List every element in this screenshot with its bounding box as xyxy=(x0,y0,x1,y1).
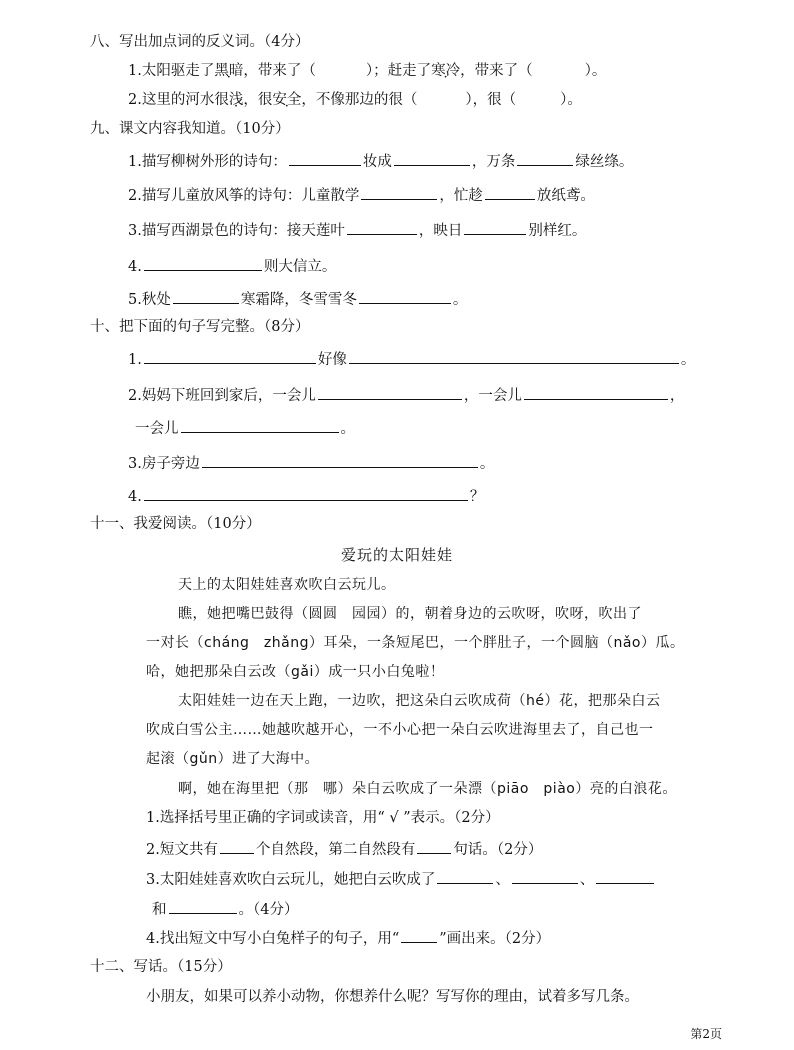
blank[interactable] xyxy=(318,384,462,400)
blank[interactable] xyxy=(596,868,654,884)
text: 2.描写儿童放风筝的诗句：儿童散学 xyxy=(128,188,360,204)
blank[interactable] xyxy=(169,898,237,914)
section-9-heading: 九、课文内容我知道。（10分） xyxy=(90,121,290,137)
section-11-heading: 十一、我爱阅读。（10分） xyxy=(90,516,261,532)
blank[interactable] xyxy=(144,485,468,501)
blank[interactable] xyxy=(359,288,451,304)
question-11-3 xyxy=(146,868,656,890)
section-10-heading: 十、把下面的句子写完整。（8分） xyxy=(90,319,310,335)
story-paragraph-3-line-1: 太阳娃娃一边在天上跑，一边吹，把这朵白云吹成荷（hé）花，把那朵白云 xyxy=(178,693,661,709)
blank[interactable] xyxy=(144,348,316,364)
dotted-word: 安全 xyxy=(272,92,302,108)
text: 个自然段，第二自然段有 xyxy=(255,842,416,858)
text: 。 xyxy=(340,421,355,437)
text: 3.太阳娃娃喜欢吹白云玩儿，她把白云吹成了 xyxy=(146,872,436,888)
question-9-2 xyxy=(128,184,595,206)
text: 。 xyxy=(452,292,468,308)
page-number: 第2页 xyxy=(690,1027,722,1041)
text: 好像 xyxy=(317,352,347,368)
question-9-5 xyxy=(128,288,467,310)
text: ）；赶走了 xyxy=(365,63,432,79)
blank[interactable] xyxy=(361,184,437,200)
dotted-word: 寒冷 xyxy=(431,63,461,79)
blank[interactable] xyxy=(485,184,535,200)
section-12-heading: 十二、写话。（15分） xyxy=(90,959,232,975)
text: ，忙趁 xyxy=(439,188,483,204)
text: 1.太阳驱走了 xyxy=(128,63,215,79)
question-10-3 xyxy=(128,452,494,474)
text: ）。 xyxy=(560,92,582,108)
text: 4. xyxy=(128,489,142,505)
question-11-2 xyxy=(146,838,542,860)
blank[interactable] xyxy=(394,150,470,166)
text: 2.这里的河水很 xyxy=(128,92,229,108)
text: ，带来了（ xyxy=(243,63,316,79)
blank[interactable] xyxy=(464,219,526,235)
question-10-2 xyxy=(128,384,684,406)
text: ）。 xyxy=(584,63,607,79)
text: 。 xyxy=(680,352,696,368)
text: ”画出来。（2分） xyxy=(439,931,551,947)
text: 1. xyxy=(128,352,142,368)
text: 4.找出短文中写小白兔样子的句子，用“ xyxy=(146,931,400,947)
dotted-word: 黑暗 xyxy=(214,63,244,79)
question-10-2-continued xyxy=(135,417,355,439)
blank[interactable] xyxy=(517,150,573,166)
question-8-2 xyxy=(128,90,582,110)
text: 2.妈妈下班回到家后，一会儿 xyxy=(128,388,316,404)
text: 放纸鸢。 xyxy=(536,188,595,204)
blank[interactable] xyxy=(524,384,668,400)
blank[interactable] xyxy=(202,452,478,468)
text: 一会儿 xyxy=(135,421,179,437)
blank[interactable] xyxy=(144,255,262,271)
text: 。 xyxy=(479,456,495,472)
blank[interactable] xyxy=(173,288,239,304)
text: 绿丝绦。 xyxy=(575,154,634,170)
blank[interactable] xyxy=(220,838,254,854)
text: 2.短文共有 xyxy=(146,842,218,858)
question-11-1: 1.选择括号里正确的字词或读音，用“ √ ”表示。（2分） xyxy=(146,810,500,826)
text: 。（4分） xyxy=(238,902,299,918)
blank[interactable] xyxy=(181,417,339,433)
text: 别样红。 xyxy=(528,223,587,239)
text: 3.描写西湖景色的诗句：接天莲叶 xyxy=(128,223,345,239)
story-paragraph-2-line-2: 一对长（cháng zhǎng）耳朵，一条短尾巴，一个胖肚子，一个圆脑（nǎo）瓜。 xyxy=(146,635,685,651)
text: ，很 xyxy=(243,92,273,108)
story-paragraph-4: 啊，她在海里把（那 哪）朵白云吹成了一朵漂（piāo piào）亮的白浪花。 xyxy=(178,781,677,797)
text: 、 xyxy=(495,872,510,888)
story-paragraph-3-line-2: 吹成白雪公主……她越吹越开心，一不小心把一朵白云吹进海里去了，自己也一 xyxy=(146,722,654,738)
question-10-4 xyxy=(128,485,484,507)
blank[interactable] xyxy=(417,838,451,854)
question-8-1 xyxy=(128,61,606,81)
text: 5.秋处 xyxy=(128,292,171,308)
text: ，万条 xyxy=(471,154,516,170)
story-title: 爱玩的太阳娃娃 xyxy=(340,546,453,564)
story-paragraph-2-line-3: 哈，她把那朵白云改（gǎi）成一只小白兔啦！ xyxy=(146,664,445,680)
writing-prompt: 小朋友，如果可以养小动物，你想养什么呢？写写你的理由，试着多写几条。 xyxy=(146,989,639,1005)
story-paragraph-3-line-3: 起滚（gǔn）进了大海中。 xyxy=(146,751,320,767)
text: ，一会儿 xyxy=(463,388,522,404)
text: ？ xyxy=(469,489,485,505)
question-11-4 xyxy=(146,927,550,949)
section-8-heading: 八、写出加点词的反义词。（4分） xyxy=(90,34,310,50)
text: 寒霜降，冬雪雪冬 xyxy=(240,292,357,308)
text: ，映日 xyxy=(418,223,463,239)
story-paragraph-2-line-1: 瞧，她把嘴巴鼓得（圆圆 园园）的，朝着身边的云吹呀，吹呀，吹出了 xyxy=(178,606,642,622)
text: ），很（ xyxy=(465,92,517,108)
text: ，不像那边的很（ xyxy=(301,92,418,108)
text: ， xyxy=(669,388,685,404)
story-paragraph-1: 天上的太阳娃娃喜欢吹白云玩儿。 xyxy=(178,577,396,593)
text: 3.房子旁边 xyxy=(128,456,200,472)
blank[interactable] xyxy=(289,150,361,166)
question-11-3-continued xyxy=(152,898,298,920)
text: 妆成 xyxy=(362,154,392,170)
blank[interactable] xyxy=(437,868,493,884)
text: 句话。（2分） xyxy=(453,842,543,858)
question-9-3 xyxy=(128,219,586,241)
blank[interactable] xyxy=(349,348,679,364)
text: 4. xyxy=(128,259,142,275)
question-9-4 xyxy=(128,255,336,277)
question-10-1 xyxy=(128,348,695,370)
text: ，带来了（ xyxy=(460,63,533,79)
blank[interactable] xyxy=(347,219,417,235)
text: 则大信立。 xyxy=(263,259,337,275)
text: 1.描写柳树外形的诗句： xyxy=(128,154,287,170)
dotted-word: 浅 xyxy=(228,92,244,108)
blank[interactable] xyxy=(512,868,578,884)
text: 、 xyxy=(579,872,595,888)
text: 和 xyxy=(152,902,167,918)
blank xyxy=(401,927,437,943)
question-9-1 xyxy=(128,150,633,172)
